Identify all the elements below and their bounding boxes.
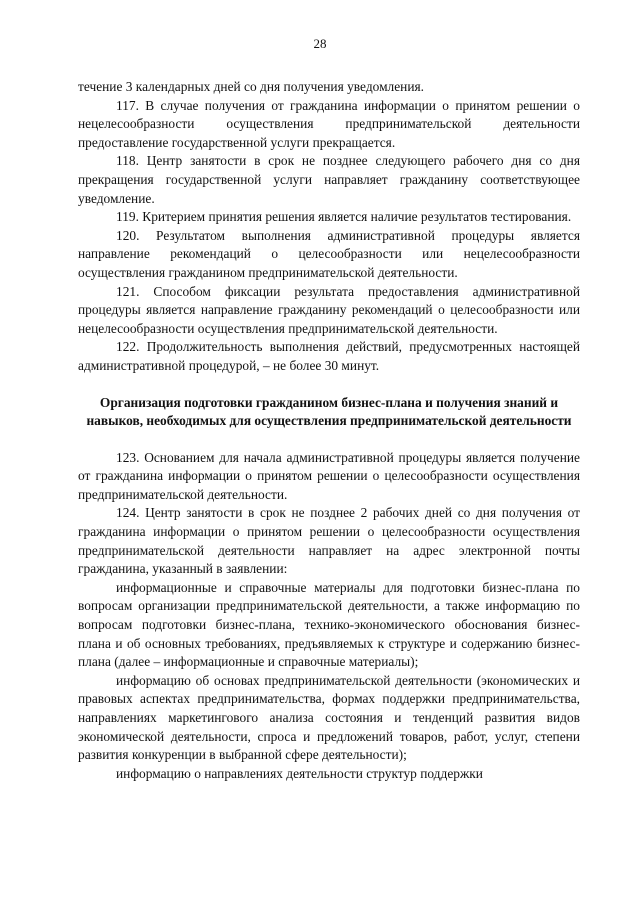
section-title: Организация подготовки гражданином бизнес-плана и получения знаний и навыков, необходимых для осуществления предпринимательской деятельности [86,394,572,429]
paragraph-122: 122. Продолжительность выполнения действий, предусмотренных настоящей административной процедурой, – не более 30 минут. [78,339,580,373]
paragraph-124: 124. Центр занятости в срок не позднее 2 рабочих дней со дня получения от гражданина информации о принятом решении о целесообразности осуществления предпринимательской деятельности направляет на адрес электронной почты гражданина, указанный в заявлении: [78,505,580,577]
document-body [78,78,580,783]
paragraph-118: 118. Центр занятости в срок не позднее следующего рабочего дня со дня прекращения государственной услуги направляет гражданину соответствующее уведомление. [78,153,580,206]
paragraph-121: 121. Способом фиксации результата предоставления административной процедуры является направление гражданину рекомендаций о целесообразности или нецелесообразности осуществления предпринимательской деятельности. [78,283,580,336]
paragraph-120: 120. Результатом выполнения административной процедуры является направление рекомендаций о целесообразности или нецелесообразности осуществления гражданином предпринимательской деятельности. [78,227,580,280]
paragraph-info-materials: информационные и справочные материалы для подготовки бизнес-плана по вопросам организации предпринимательской деятельности, а также информацию по вопросам подготовки бизнес-плана, технико-экономического обоснования бизнес-плана и об основных требованиях, предъявляемых к структуре и содержанию бизнес-плана (далее – информационные и справочные материалы); [78,579,580,670]
paragraph-info-basics: информацию об основах предпринимательской деятельности (экономических и правовых аспектах предпринимательства, формах поддержки предпринимательства, направлениях маркетингового анализа состояния и тенденций развития видов экономической деятельности, спроса и предложений товаров, работ, услуг, степени развития конкуренции в выбранной сфере деятельности); [78,672,580,763]
paragraph-117: 117. В случае получения от гражданина информации о принятом решении о нецелесообразности осуществления предпринимательской деятельности предоставление государственной услуги прекращается. [78,97,580,150]
paragraph-119: 119. Критерием принятия решения является наличие результатов тестирования. [116,209,572,225]
paragraph-continuation: течение 3 календарных дней со дня получения уведомления. [78,79,425,94]
paragraph-123: 123. Основанием для начала административной процедуры является получение от гражданина информации о принятом решении о целесообразности осуществления предпринимательской деятельности. [78,449,580,502]
page-number: 28 [313,36,327,51]
paragraph-info-support: информацию о направлениях деятельности структур поддержки [116,765,483,781]
